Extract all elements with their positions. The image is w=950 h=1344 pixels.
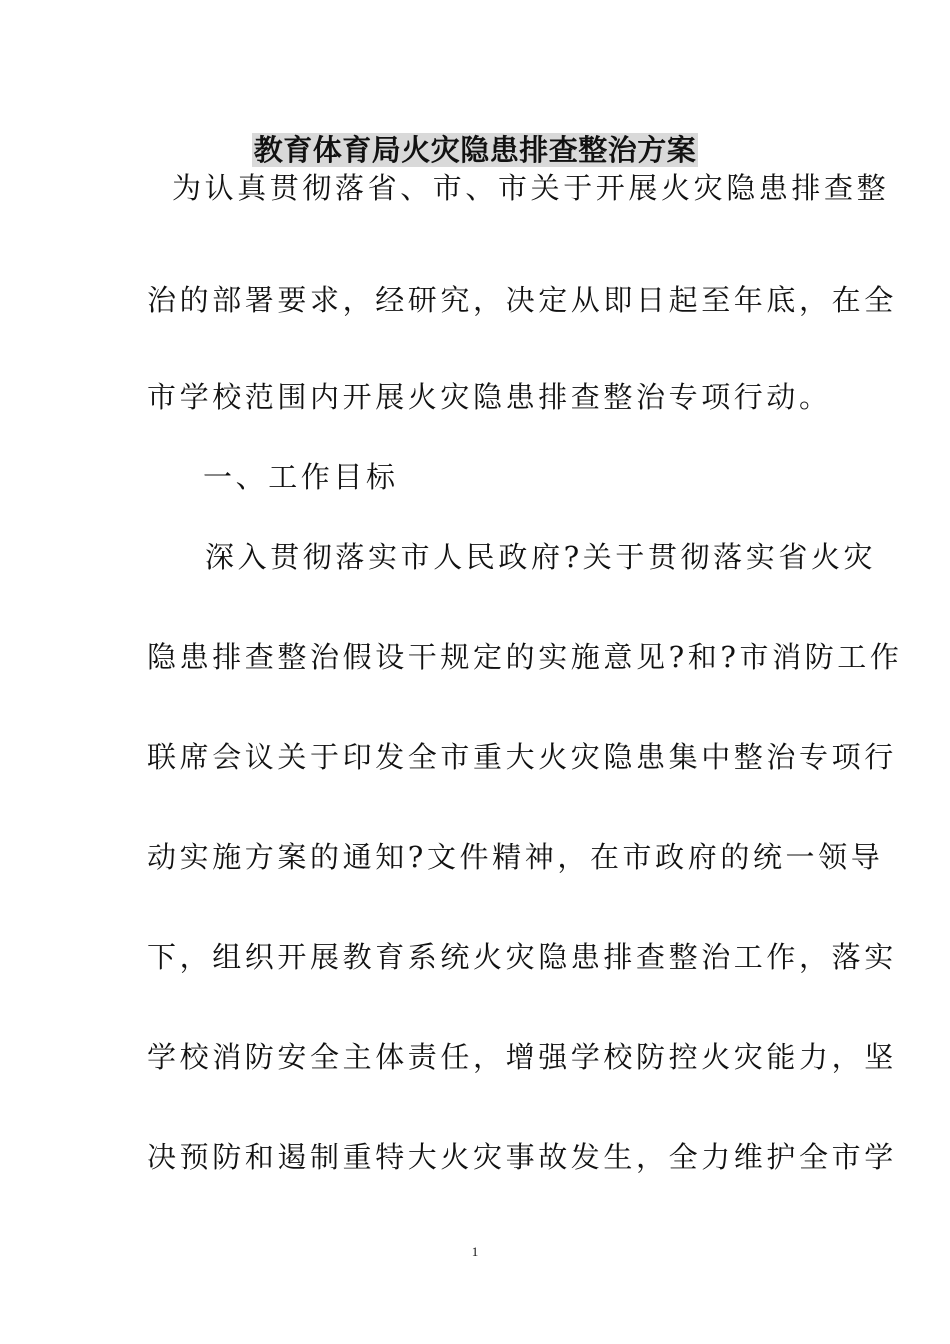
body-line-2: 治的部署要求，经研究，决定从即日起至年底，在全 [147,283,897,317]
body-line-7: 联席会议关于印发全市重大火灾隐患集中整治专项行 [147,740,897,774]
body-line-3: 市学校范围内开展火灾隐患排查整治专项行动。 [147,380,832,414]
body-line-10: 学校消防安全主体责任，增强学校防控火灾能力，坚 [147,1040,897,1074]
body-line-5: 深入贯彻落实市人民政府?关于贯彻落实省火灾 [205,540,877,574]
document-title [0,130,950,170]
body-line-11: 决预防和遏制重特大火灾事故发生，全力维护全市学 [147,1140,897,1174]
section-heading: 一、工作目标 [203,460,399,494]
body-line-6: 隐患排查整治假设干规定的实施意见?和?市消防工作 [147,640,903,674]
body-line-1: 为认真贯彻落省、市、市关于开展火灾隐患排查整 [172,171,890,205]
title-text: 教育体育局火灾隐患排查整治方案 [253,133,697,167]
page-number: 1 [471,1244,479,1259]
body-line-9: 下，组织开展教育系统火灾隐患排查整治工作，落实 [147,940,897,974]
body-line-8: 动实施方案的通知?文件精神，在市政府的统一领导 [147,840,884,874]
